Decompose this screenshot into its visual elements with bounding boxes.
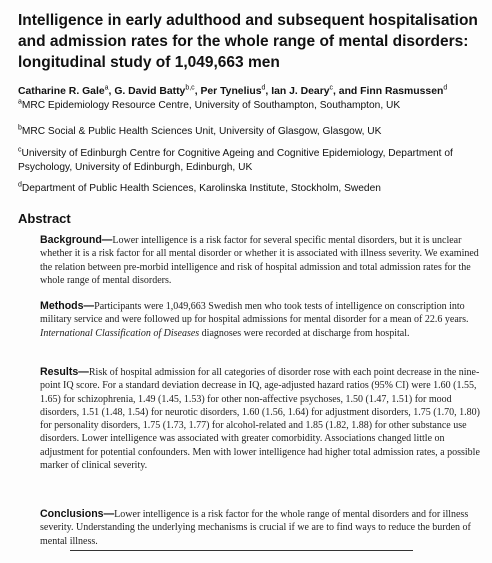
section-label: Methods— xyxy=(40,300,95,312)
section-text: Risk of hospital admission for all categories of disorder rose with each point decrease in the nine-point IQ score. For a standard deviation decrease in IQ, age-adjusted hazard ratios (95% CI) were 1.60 (1.55, 1.65) for schizophrenia, 1.49 (1.45, 1.53) for other non-affective psychoses, 1.50 (1.47, 1.51) for mood disorders, 1.51 (1.48, 1.54) for neurotic disorders, 1.60 (1.56, 1.64) for adjustment disorders, 1.75 (1.70, 1.80) for personality disorders, 1.75 (1.73, 1.77) for alcohol-related and 1.85 (1.82, 1.88) for other substance use disorders. Lower intelligence was associated with greater comorbidity. Associations changed little on adjustment for potential confounders. Men with lower intelligence had higher total admission rates, a possible marker of clinical severity. xyxy=(40,367,480,472)
section-label: Conclusions— xyxy=(40,508,115,520)
italic-term: International Classification of Diseases xyxy=(40,327,200,339)
author: G. David Batty$^{b,c}$, xyxy=(114,84,201,97)
section-label: Background— xyxy=(40,234,113,246)
affiliation: $^d$Department of Public Health Sciences, Karolinska Institute, Stockholm, Sweden xyxy=(18,181,381,194)
abstract-background xyxy=(40,234,480,287)
abstract-conclusions xyxy=(40,508,480,548)
author: Finn Rasmussen$^d$ xyxy=(360,84,448,97)
section-label: Results— xyxy=(40,366,89,378)
affiliation: $^c$University of Edinburgh Centre for Cognitive Ageing and Cognitive Epidemiology, Department of Psychology, University of Edinburgh, Edinburgh, UK xyxy=(18,146,453,173)
paper-title: Intelligence in early adulthood and subsequent hospitalisation and admission rates for the whole range of mental disorders: longitudinal study of 1,049,663 men xyxy=(18,12,478,71)
section-text: Lower intelligence is a risk factor for several specific mental disorders, but it is unclear whether it is a risk factor for all mental disorder or whether it is associated with illness severity. We examined the relation between pre-morbid intelligence and risk of hospital admission and total admission rates for the whole range of mental disorders. xyxy=(40,235,479,286)
abstract-methods xyxy=(40,300,480,340)
section-text: Lower intelligence is a risk factor for the whole range of mental disorders and for illness severity. Understanding the underlying mechanisms is crucial if we are to find ways to reduce the burden of mental illness. xyxy=(40,509,471,547)
author: Catharine R. Gale$^a$, xyxy=(18,84,115,97)
affiliation: $^b$MRC Social & Public Health Sciences Unit, University of Glasgow, Glasgow, UK xyxy=(18,124,382,137)
bottom-rule xyxy=(70,550,413,551)
abstract-results xyxy=(40,366,480,472)
author-list xyxy=(18,86,480,97)
affiliation: $^a$MRC Epidemiology Resource Centre, University of Southampton, Southampton, UK xyxy=(18,98,401,111)
author: Ian J. Deary$^c$, and xyxy=(271,84,361,97)
abstract-heading: Abstract xyxy=(18,211,71,226)
section-text: diagnoses were recorded at discharge from hospital. xyxy=(199,327,410,339)
section-text: Participants were 1,049,663 Swedish men who took tests of intelligence on conscription into military service and were followed up for hospital admissions for mental disorder for a mean of 22.6 years. xyxy=(40,301,469,326)
author: Per Tynelius$^d$, xyxy=(200,84,272,97)
